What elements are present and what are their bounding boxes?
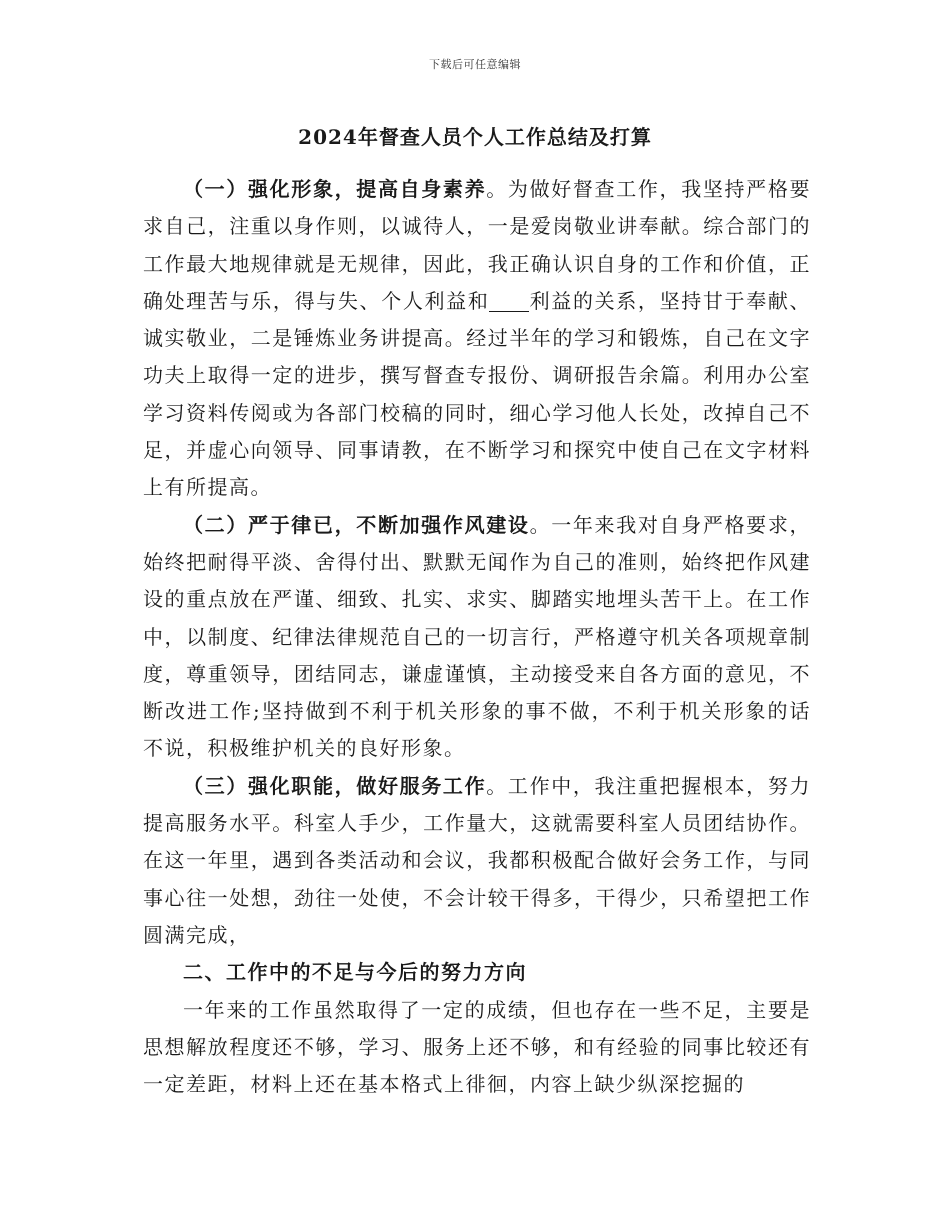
section-3-text: 。工作中，我注重把握根本，努力提高服务水平。科室人手少，工作量大，这就需要科室人员团结协作。在这一年里，遇到各类活动和会议，我都积极配合做好会务工作，与同事心往一处想，劲往一处使，不会计较干得多，干得少，只希望把工作圆满完成， xyxy=(143,773,811,947)
document-body xyxy=(143,171,811,1103)
document-title: 2024年督查人员个人工作总结及打算 xyxy=(298,125,652,149)
paragraph-section-3 xyxy=(143,768,811,954)
part-2-heading: 二、工作中的不足与今后的努力方向 xyxy=(183,960,527,985)
section-1-text-b: 利益的关系，坚持甘于奉献、诚实敬业，二是锤炼业务讲提高。经过半年的学习和锻炼，自己在文字功夫上取得一定的进步，撰写督查专报份、调研报告余篇。利用办公室学习资料传阅或为各部门校稿的同时，细心学习他人长处，改掉自己不足，并虚心向领导、同事请教，在不断学习和探究中使自己在文字材料上有所提高。 xyxy=(143,288,812,500)
section-2-heading: （二）严于律已，不断加强作风建设 xyxy=(183,512,530,537)
paragraph-section-1 xyxy=(143,171,811,507)
paragraph-closing: 一年来的工作虽然取得了一定的成绩，但也存在一些不足，主要是思想解放程度还不够，学习、服务上还不够，和有经验的同事比较还有一定差距，材料上还在基本格式上徘徊，内容上缺少纵深挖掘的 xyxy=(143,997,811,1097)
fill-in-blank xyxy=(489,289,529,312)
section-1-text-a: 。为做好督查工作，我坚持严格要求自己，注重以身作则，以诚待人，一是爱岗敬业讲奉献。综合部门的工作最大地规律就是无规律，因此，我正确认识自身的工作和价值，正确处理苦与乐，得与失、个人利益和 xyxy=(143,177,811,313)
paragraph-section-2 xyxy=(143,507,811,768)
section-2-text: 。一年来我对自身严格要求，始终把耐得平淡、舍得付出、默默无闻作为自己的准则，始终把作风建设的重点放在严谨、细致、扎实、求实、脚踏实地埋头苦干上。在工作中，以制度、纪律法律规范自己的一切言行，严格遵守机关各项规章制度，尊重领导，团结同志，谦虚谨慎，主动接受来自各方面的意见，不断改进工作;坚持做到不利于机关形象的事不做，不利于机关形象的话不说，积极维护机关的良好形象。 xyxy=(143,512,812,761)
header-note: 下载后可任意编辑 xyxy=(429,58,521,71)
section-1-heading: （一）强化形象，提高自身素养 xyxy=(183,177,487,201)
section-3-heading: （三）强化职能，做好服务工作 xyxy=(183,773,487,798)
